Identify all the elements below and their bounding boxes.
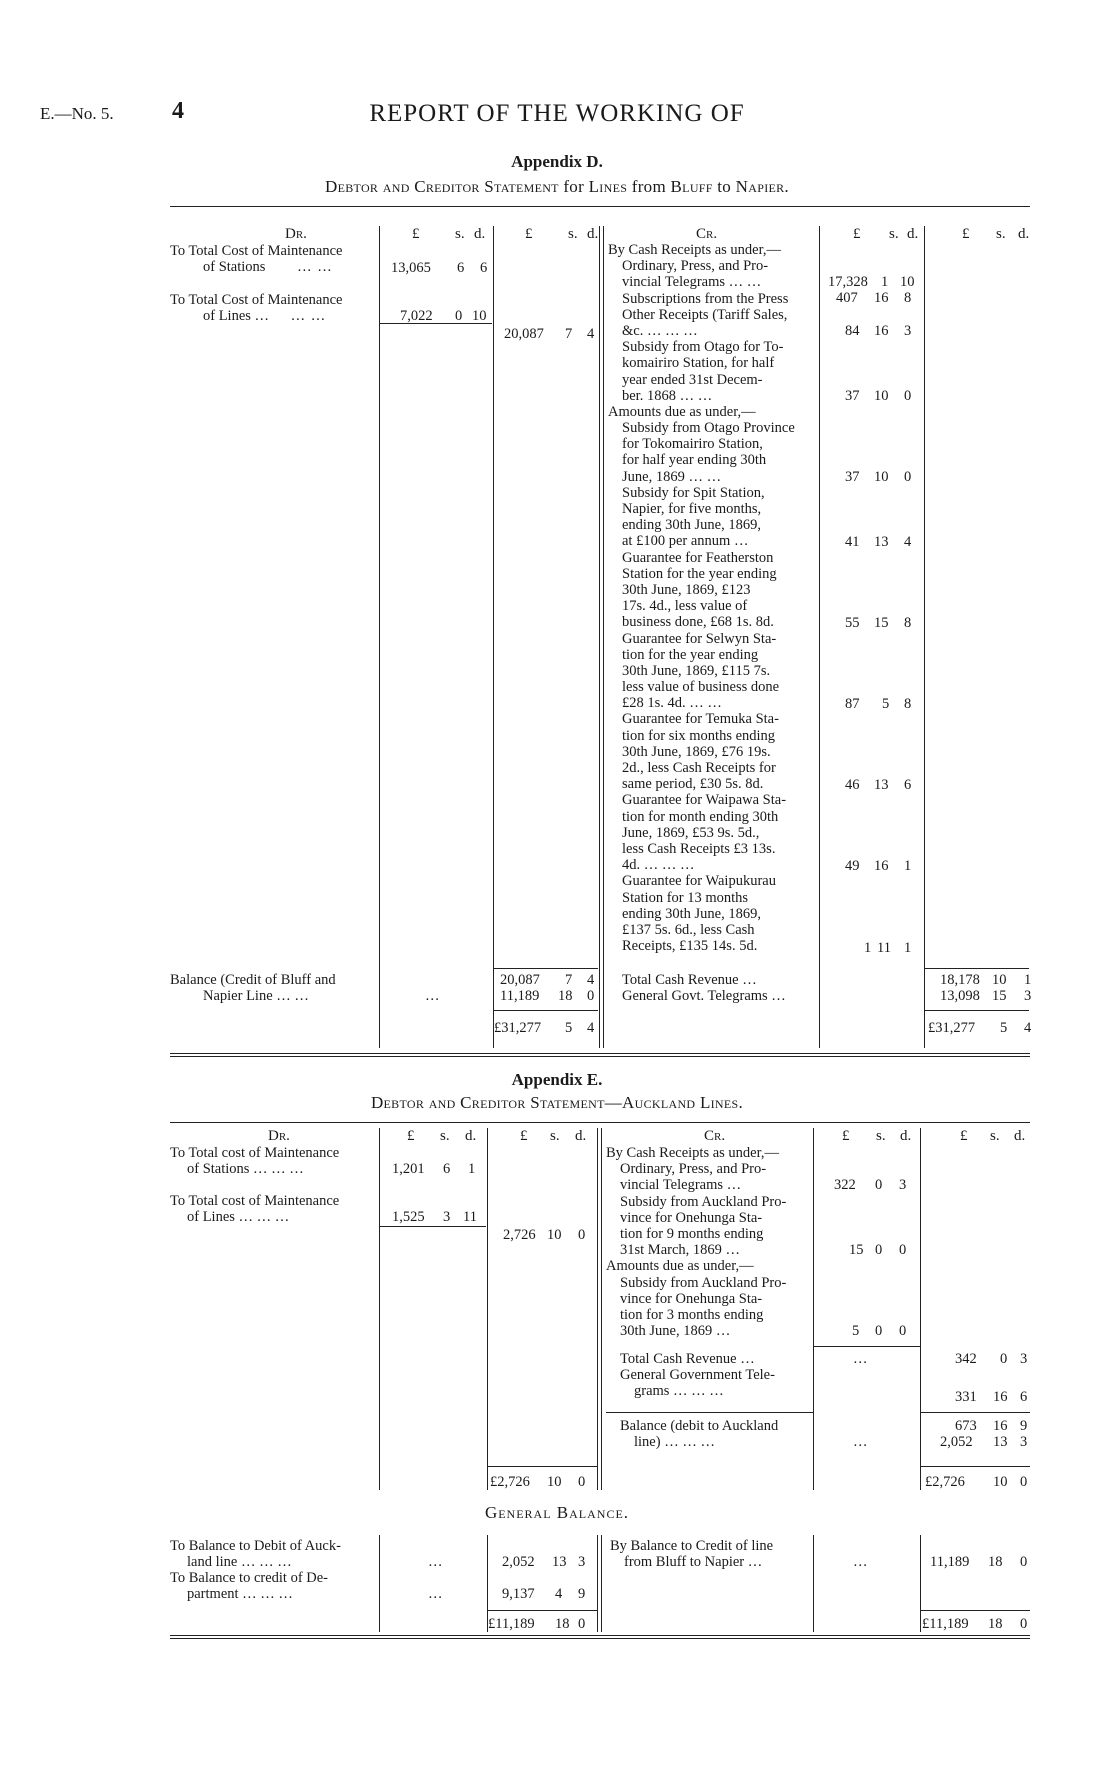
amount-shillings: 7 xyxy=(565,972,573,988)
col-pence: d. xyxy=(587,226,599,242)
rule xyxy=(487,1466,597,1467)
amount-shillings: 16 xyxy=(874,858,889,874)
amount-pounds: 1,201 xyxy=(392,1161,425,1177)
rule xyxy=(920,1535,921,1632)
grand-total-pence: 0 xyxy=(1020,1474,1028,1490)
grand-total-pence: 0 xyxy=(578,1474,586,1490)
amount-pounds: 11,189 xyxy=(930,1554,970,1570)
col-pence: d. xyxy=(900,1128,912,1144)
amount-shillings: 16 xyxy=(993,1389,1008,1405)
rule xyxy=(924,226,925,1048)
amount-pence: 0 xyxy=(1020,1554,1028,1570)
rule xyxy=(925,1010,1029,1011)
grand-total-shillings: 10 xyxy=(993,1474,1008,1490)
amount-shillings: 0 xyxy=(455,308,463,324)
rule xyxy=(920,1128,921,1490)
col-shillings: s. xyxy=(550,1128,560,1144)
ellipsis: … xyxy=(853,1351,868,1367)
amount-pounds: 87 xyxy=(845,696,860,712)
col-pence: d. xyxy=(1018,226,1030,242)
amount-pence: 3 xyxy=(1020,1351,1028,1367)
amount-pence: 0 xyxy=(904,469,912,485)
amount-pounds: 7,022 xyxy=(400,308,433,324)
general-govt-telegrams-label: General Government Tele- grams … … … xyxy=(620,1367,775,1400)
ellipsis: … xyxy=(425,988,440,1004)
amount-pence: 0 xyxy=(899,1242,907,1258)
col-pounds: £ xyxy=(525,226,533,242)
subtotal-shillings: 10 xyxy=(547,1227,562,1243)
col-pence: d. xyxy=(907,226,919,242)
amount-pence: 4 xyxy=(904,534,912,550)
grand-total-shillings: 18 xyxy=(988,1616,1003,1632)
col-pence: d. xyxy=(465,1128,477,1144)
col-shillings: s. xyxy=(990,1128,1000,1144)
col-pounds: £ xyxy=(962,226,970,242)
cr-items-list: By Cash Receipts as under,— Ordinary, Press, and Pro- vincial Telegrams … Subsidy from Auckland Pro- vince for Onehunga Sta- tion for 9 months ending 31st March, 1869 … Amounts due as under,— Subsidy from Auckland Pro- vince for Onehunga Sta- tion for 3 months ending 30th June, 1869 … xyxy=(606,1145,787,1340)
amount-shillings: 10 xyxy=(874,469,889,485)
amount-pence: 0 xyxy=(587,988,595,1004)
grand-total-shillings: 5 xyxy=(1000,1020,1008,1036)
rule xyxy=(813,1346,920,1347)
amount-pounds: 37 xyxy=(845,469,860,485)
general-govt-telegrams-label: General Govt. Telegrams … xyxy=(622,988,786,1004)
grand-total-pounds: £11,189 xyxy=(488,1616,535,1632)
appendix-e-top-rule xyxy=(170,1122,1030,1123)
amount-pounds: 13,098 xyxy=(940,988,980,1004)
amount-pounds: 15 xyxy=(849,1242,864,1258)
col-pounds: £ xyxy=(520,1128,528,1144)
amount-pence: 9 xyxy=(1020,1418,1028,1434)
cr-item: By Balance to Credit of line from Bluff to Napier … xyxy=(610,1538,774,1571)
appendix-e-subtitle: Debtor and Creditor Statement—Auckland Lines. xyxy=(370,1093,744,1112)
amount-shillings: 16 xyxy=(874,290,889,306)
rule xyxy=(494,1010,598,1011)
page-title: REPORT OF THE WORKING OF xyxy=(369,100,745,127)
cr-items-list: By Cash Receipts as under,— Ordinary, Press, and Pro- vincial Telegrams … … Subscriptions from the Press Other Receipts (Tariff Sales, &c. … … … Subsidy from Otago for To- komairiro Station, for half year ended 31st Decem- ber. 1868 … … Amounts due as under,— Subsidy from Otago Province for Tokomairiro Station, for half year ending 30th June, 1869 … … Subsidy for Spit Station, Napier, for five months, ending 30th June, 1869, at £100 per annum … Guarantee for Featherston Station for the year ending 30th June, 1869, £123 17s. 4d., less value of business done, £68 1s. 8d. Guarantee for Selwyn Sta- tion for the year ending 30th June, 1869, £115 7s. less value of business done £28 1s. 4d. … … Guarantee for Temuka Sta- tion for six months ending 30th June, 1869, £76 19s. 2d., less Cash Receipts for same period, £30 5s. 8d. Guarantee for Waipawa Sta- tion for month ending 30th June, 1869, £53 9s. 5d., less Cash Receipts £3 13s. 4d. … … … Guarantee for Waipukurau Station for 13 months ending 30th June, 1869, £137 5s. 6d., less Cash Receipts, £135 14s. 5d. xyxy=(608,242,795,955)
dr-item: To Total Cost of Maintenance of Stations … … xyxy=(170,243,343,276)
rule xyxy=(380,1226,486,1227)
amount-pence: 1 xyxy=(904,858,912,874)
subtotal-pence: 0 xyxy=(578,1227,586,1243)
col-pounds: £ xyxy=(407,1128,415,1144)
amount-pence: 1 xyxy=(904,940,912,956)
col-shillings: s. xyxy=(996,226,1006,242)
amount-pounds: 11,189 xyxy=(500,988,540,1004)
amount-shillings: 3 xyxy=(443,1209,451,1225)
col-pence: d. xyxy=(575,1128,587,1144)
amount-pence: 10 xyxy=(472,308,487,324)
amount-shillings: 6 xyxy=(457,260,465,276)
document-reference: E.—No. 5. xyxy=(40,104,114,123)
grand-total-shillings: 18 xyxy=(555,1616,570,1632)
rule xyxy=(379,1535,380,1632)
balance-label: Balance (Credit of Bluff and Napier Line … … xyxy=(170,972,336,1005)
amount-pounds: 13,065 xyxy=(391,260,431,276)
subtotal-pounds: 2,726 xyxy=(503,1227,536,1243)
amount-pence: 11 xyxy=(463,1209,477,1225)
amount-pounds: 20,087 xyxy=(500,972,540,988)
grand-total-pence: 0 xyxy=(1020,1616,1028,1632)
amount-shillings: 0 xyxy=(875,1323,883,1339)
rule xyxy=(606,1412,813,1413)
subtotal-pence: 4 xyxy=(587,326,595,342)
amount-pounds: 673 xyxy=(955,1418,977,1434)
grand-total-pounds: £11,189 xyxy=(922,1616,969,1632)
amount-pounds: 37 xyxy=(845,388,860,404)
amount-pounds: 342 xyxy=(955,1351,977,1367)
rule xyxy=(920,1610,1030,1611)
rule xyxy=(920,1412,1030,1413)
dr-heading: Dr. xyxy=(268,1128,290,1144)
amount-pounds: 5 xyxy=(852,1323,860,1339)
amount-pounds: 41 xyxy=(845,534,860,550)
amount-pence: 6 xyxy=(904,777,912,793)
amount-pence: 8 xyxy=(904,615,912,631)
dr-item: To Total cost of Maintenance of Lines … … … xyxy=(170,1193,340,1226)
amount-shillings: 16 xyxy=(874,323,889,339)
total-cash-revenue-label: Total Cash Revenue … xyxy=(622,972,757,988)
grand-total-pence: 4 xyxy=(1024,1020,1032,1036)
bottom-rule xyxy=(170,1635,1030,1636)
amount-pence: 8 xyxy=(904,290,912,306)
amount-shillings: 5 xyxy=(882,696,890,712)
dr-heading: Dr. xyxy=(285,226,307,242)
appendix-d-bottom-rule xyxy=(170,1056,1030,1057)
grand-total-pounds: £31,277 xyxy=(494,1020,542,1036)
amount-pence: 9 xyxy=(578,1586,586,1602)
amount-pence: 8 xyxy=(904,696,912,712)
balance-label: Balance (debit to Auckland line) … … … xyxy=(620,1418,779,1451)
bottom-rule xyxy=(170,1638,1030,1639)
total-cash-revenue-label: Total Cash Revenue … xyxy=(620,1351,755,1367)
cr-heading: Cr. xyxy=(696,226,718,242)
dr-item: To Total cost of Maintenance of Stations … … … xyxy=(170,1145,340,1178)
rule xyxy=(487,1610,597,1611)
amount-shillings: 13 xyxy=(993,1434,1008,1450)
grand-total-pounds: £31,277 xyxy=(928,1020,976,1036)
amount-shillings: 10 xyxy=(874,388,889,404)
rule xyxy=(813,1535,814,1632)
ellipsis: … xyxy=(428,1554,443,1570)
amount-pounds: 322 xyxy=(834,1177,856,1193)
appendix-d-bottom-rule xyxy=(170,1053,1030,1054)
amount-pounds: 9,137 xyxy=(502,1586,535,1602)
rule xyxy=(920,1466,1030,1467)
amount-shillings: 15 xyxy=(992,988,1007,1004)
grand-total-pence: 0 xyxy=(578,1616,586,1632)
subtotal-pounds: 20,087 xyxy=(504,326,544,342)
amount-pounds: 18,178 xyxy=(940,972,980,988)
amount-shillings: 11 xyxy=(877,940,891,956)
amount-pounds: 17,328 xyxy=(828,274,868,290)
rule xyxy=(379,226,380,1048)
grand-total-pence: 4 xyxy=(587,1020,595,1036)
amount-pence: 3 xyxy=(578,1554,586,1570)
amount-shillings: 0 xyxy=(875,1242,883,1258)
rule xyxy=(819,226,820,1048)
col-pence: d. xyxy=(1014,1128,1026,1144)
grand-total-shillings: 10 xyxy=(547,1474,562,1490)
col-shillings: s. xyxy=(568,226,578,242)
ellipsis: … xyxy=(853,1554,868,1570)
cr-heading: Cr. xyxy=(704,1128,726,1144)
amount-shillings: 13 xyxy=(874,777,889,793)
rule xyxy=(597,1535,602,1632)
amount-pence: 6 xyxy=(1020,1389,1028,1405)
amount-pence: 1 xyxy=(468,1161,476,1177)
amount-shillings: 18 xyxy=(558,988,573,1004)
amount-pounds: 2,052 xyxy=(502,1554,535,1570)
grand-total-pounds: £2,726 xyxy=(490,1474,530,1490)
amount-pence: 3 xyxy=(904,323,912,339)
page-number: 4 xyxy=(172,98,184,124)
amount-pounds: 46 xyxy=(845,777,860,793)
grand-total-shillings: 5 xyxy=(565,1020,573,1036)
col-pounds: £ xyxy=(853,226,861,242)
amount-shillings: 13 xyxy=(552,1554,567,1570)
amount-pence: 0 xyxy=(899,1323,907,1339)
amount-shillings: 13 xyxy=(874,534,889,550)
rule xyxy=(599,226,604,1048)
amount-pounds: 55 xyxy=(845,615,860,631)
appendix-d-title: Appendix D. xyxy=(511,152,603,171)
rule xyxy=(487,1128,488,1490)
amount-shillings: 0 xyxy=(1000,1351,1008,1367)
amount-pence: 3 xyxy=(1024,988,1032,1004)
amount-shillings: 15 xyxy=(874,615,889,631)
col-shillings: s. xyxy=(889,226,899,242)
ellipsis: … xyxy=(428,1586,443,1602)
amount-pounds: 1,525 xyxy=(392,1209,425,1225)
col-shillings: s. xyxy=(455,226,465,242)
amount-pounds: 49 xyxy=(845,858,860,874)
grand-total-pounds: £2,726 xyxy=(925,1474,965,1490)
col-pence: d. xyxy=(474,226,486,242)
col-shillings: s. xyxy=(876,1128,886,1144)
amount-shillings: 1 xyxy=(881,274,889,290)
subtotal-shillings: 7 xyxy=(565,326,573,342)
rule xyxy=(494,968,598,969)
amount-pounds: 2,052 xyxy=(940,1434,973,1450)
rule xyxy=(597,1128,602,1490)
rule xyxy=(925,968,1029,969)
amount-shillings: 6 xyxy=(443,1161,451,1177)
amount-pounds: 84 xyxy=(845,323,860,339)
amount-shillings: 16 xyxy=(993,1418,1008,1434)
col-pounds: £ xyxy=(842,1128,850,1144)
col-shillings: s. xyxy=(440,1128,450,1144)
col-pounds: £ xyxy=(412,226,420,242)
amount-pence: 10 xyxy=(900,274,915,290)
amount-pounds: 407 xyxy=(836,290,858,306)
amount-pounds: 1 xyxy=(864,940,872,956)
rule xyxy=(813,1128,814,1490)
appendix-d-subtitle: Debtor and Creditor Statement for Lines from Bluff to Napier. xyxy=(325,177,789,196)
dr-item: To Balance to Debit of Auck- land line … … … xyxy=(170,1538,341,1571)
appendix-e-title: Appendix E. xyxy=(511,1070,603,1089)
appendix-d-top-rule xyxy=(170,206,1030,207)
rule xyxy=(493,226,494,1048)
amount-pence: 4 xyxy=(587,972,595,988)
amount-pence: 3 xyxy=(1020,1434,1028,1450)
general-balance-title: General Balance. xyxy=(484,1503,630,1522)
amount-pence: 6 xyxy=(480,260,488,276)
amount-pounds: 331 xyxy=(955,1389,977,1405)
dr-item: To Balance to credit of De- partment … … … xyxy=(170,1570,329,1603)
ellipsis: … xyxy=(853,1434,868,1450)
amount-pence: 1 xyxy=(1024,972,1032,988)
amount-shillings: 10 xyxy=(992,972,1007,988)
amount-pence: 3 xyxy=(899,1177,907,1193)
col-pounds: £ xyxy=(960,1128,968,1144)
amount-shillings: 4 xyxy=(555,1586,563,1602)
amount-shillings: 0 xyxy=(875,1177,883,1193)
dr-item: To Total Cost of Maintenance of Lines … … … xyxy=(170,292,343,325)
amount-shillings: 18 xyxy=(988,1554,1003,1570)
rule xyxy=(379,1128,380,1490)
amount-pence: 0 xyxy=(904,388,912,404)
